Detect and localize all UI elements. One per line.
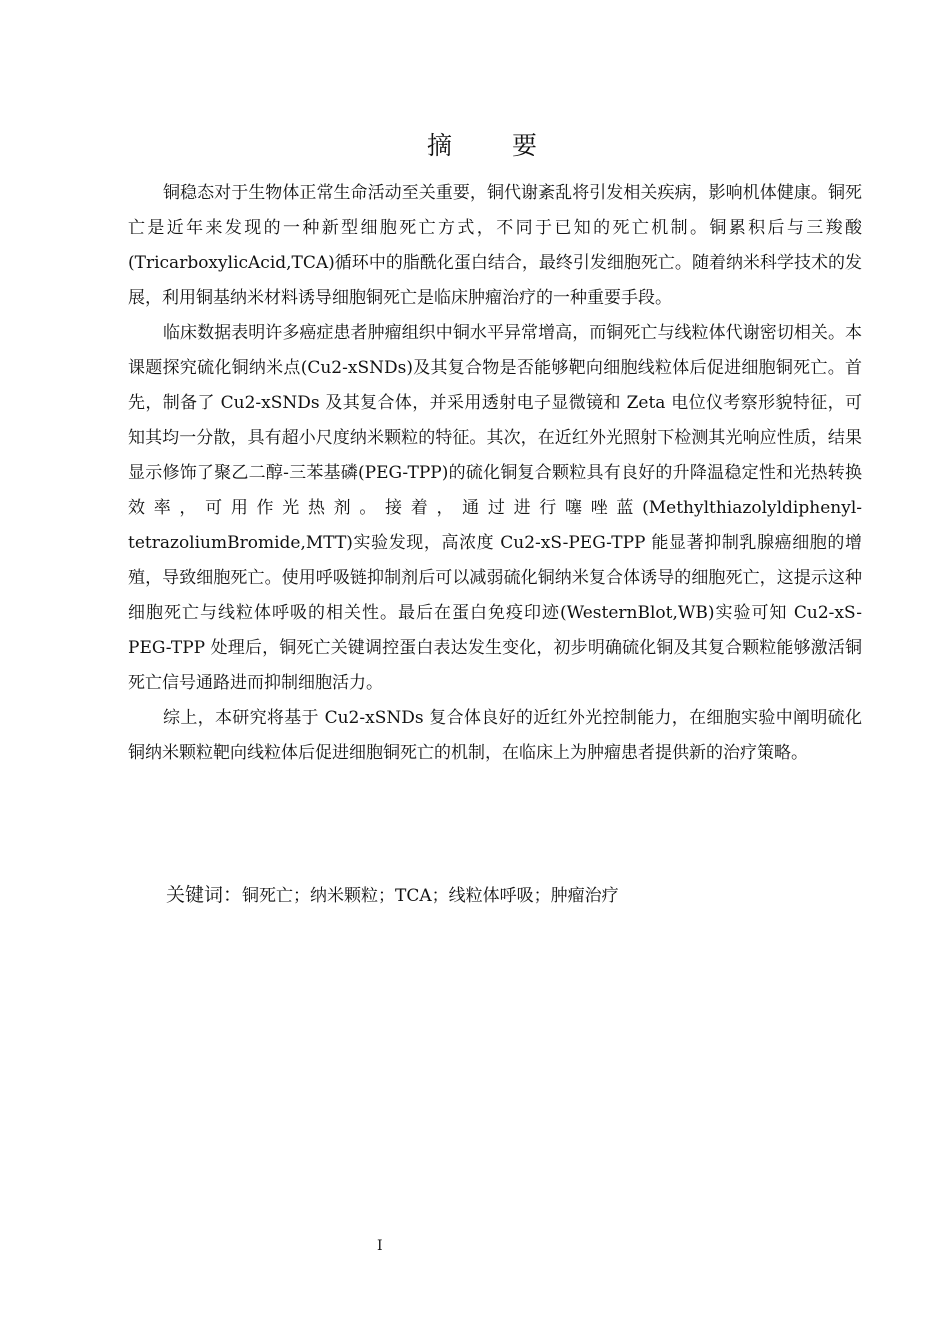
abstract-body (128, 176, 862, 771)
keywords-line (166, 880, 619, 911)
abstract-paragraph-3: 综上，本研究将基于 Cu2-xSNDs 复合体良好的近红外光控制能力，在细胞实验中阐明硫化铜纳米颗粒靶向线粒体后促进细胞铜死亡的机制，在临床上为肿瘤患者提供新的治疗策略。 (128, 708, 862, 763)
keywords-value: 铜死亡；纳米颗粒；TCA；线粒体呼吸；肿瘤治疗 (242, 886, 619, 906)
abstract-paragraph-2: 临床数据表明许多癌症患者肿瘤组织中铜水平异常增高，而铜死亡与线粒体代谢密切相关。本课题探究硫化铜纳米点(Cu2-xSNDs)及其复合物是否能够靶向细胞线粒体后促进细胞铜死亡。首先，制备了 Cu2-xSNDs 及其复合体，并采用透射电子显微镜和 Zeta 电位仪考察形貌特征，可知其均一分散，具有超小尺度纳米颗粒的特征。其次，在近红外光照射下检测其光响应性质，结果显示修饰了聚乙二醇-三苯基磷(PEG-TPP)的硫化铜复合颗粒具有良好的升降温稳定性和光热转换效率，可用作光热剂。接着，通过进行噻唑蓝(Methylthiazolyldiphenyl-tetrazoliumBromide,MTT)实验发现，高浓度 Cu2-xS-PEG-TPP 能显著抑制乳腺癌细胞的增殖，导致细胞死亡。使用呼吸链抑制剂后可以减弱硫化铜纳米复合体诱导的细胞死亡，这提示这种细胞死亡与线粒体呼吸的相关性。最后在蛋白免疫印迹(WesternBlot,WB)实验可知 Cu2-xS-PEG-TPP 处理后，铜死亡关键调控蛋白表达发生变化，初步明确硫化铜及其复合颗粒能够激活铜死亡信号通路进而抑制细胞活力。 (128, 323, 862, 693)
keywords-label: 关键词： (166, 884, 243, 906)
page-number: I (377, 1238, 383, 1254)
abstract-title: 摘 要 (427, 131, 563, 160)
abstract-paragraph-1: 铜稳态对于生物体正常生命活动至关重要，铜代谢紊乱将引发相关疾病，影响机体健康。铜死亡是近年来发现的一种新型细胞死亡方式，不同于已知的死亡机制。铜累积后与三羧酸(TricarboxylicAcid,TCA)循环中的脂酰化蛋白结合，最终引发细胞死亡。随着纳米科学技术的发展，利用铜基纳米材料诱导细胞铜死亡是临床肿瘤治疗的一种重要手段。 (128, 183, 862, 308)
